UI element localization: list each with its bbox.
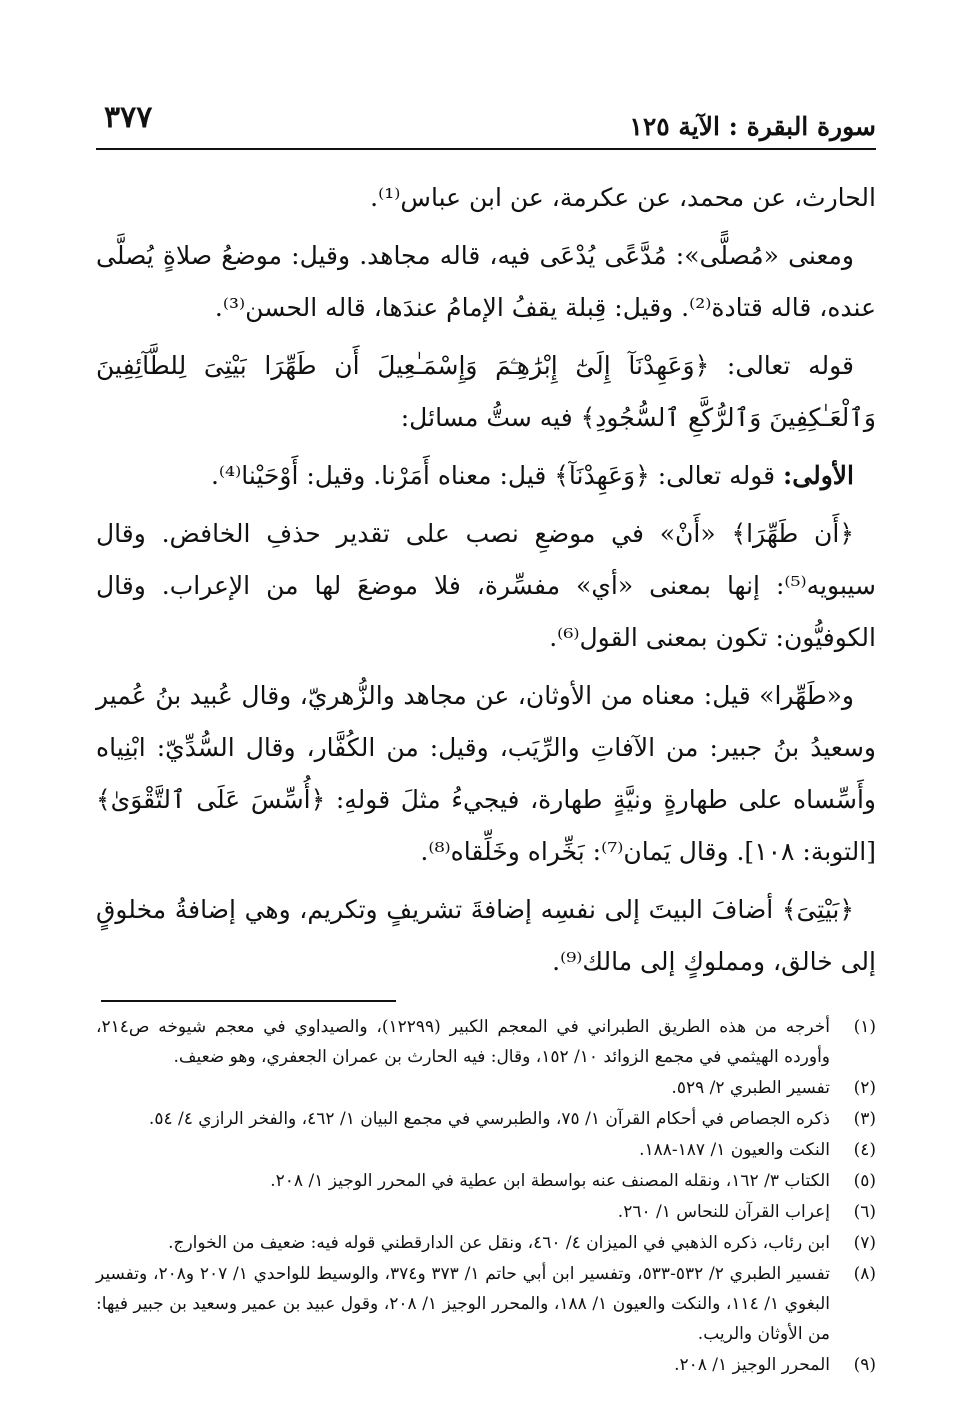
footnote-text: تفسير الطبري ٢/ ٥٢٩. [671, 1078, 830, 1098]
footnote [96, 1166, 876, 1196]
footnote-text: إعراب القرآن للنحاس ١/ ٢٦٠. [617, 1202, 830, 1222]
paragraph: و«طَهِّرا» قيل: معناه من الأوثان، عن مجاهد والزُّهريّ، وقال عُبيد بنُ عُمير وسعيدُ بنُ جبير: من الآفاتِ والرِّيَب، وقيل: من الكُفَّار، وقال السُّدِّيّ: ابْنِياه وأَسِّساه على طهارةٍ ونيَّةٍ طهارة، فيجيءُ مثلَ قولهِ: ﴿أُسِّسَ عَلَى ٱلتَّقْوَىٰ﴾ [التوبة: ١٠٨]. وقال يَمان⁽⁷⁾: بَخِّراه وخَلِّقاه⁽⁸⁾. [96, 681, 876, 866]
footnote-number: (٣) [853, 1109, 876, 1129]
main-text [96, 172, 876, 988]
footnote-text: المحرر الوجيز ١/ ٢٠٨. [674, 1355, 830, 1375]
footnote-text: أخرجه من هذه الطريق الطبراني في المعجم الكبير (١٢٢٩٩)، والصيداوي في معجم شيوخه ص٢١٤، وأورده الهيثمي في مجمع الزوائد ١٠/ ١٥٢، وقال: فيه الحارث بن عمران الجعفري، وهو ضعيف. [96, 1017, 830, 1067]
paragraph [96, 450, 876, 502]
paragraph: ومعنى «مُصلًّى»: مُدَّعًى يُدْعَى فيه، قاله مجاهد. وقيل: موضعُ صلاةٍ يُصلَّى عنده، قاله قتادة⁽²⁾. وقيل: قِبلة يقفُ الإمامُ عندَها، قاله الحسن⁽³⁾. [96, 241, 876, 322]
footnote [96, 1073, 876, 1103]
footnote [96, 1104, 876, 1134]
running-title: سورة البقرة : الآية ١٢٥ [629, 112, 876, 141]
paragraph: ﴿أَن طَهِّرَا﴾ «أَنْ» في موضعِ نصب على تقدير حذفِ الخافض. وقال سيبويه⁽⁵⁾: إنها بمعنى «أي» مفسِّرة، فلا موضعَ لها من الإعراب. وقال الكوفيُّون: تكون بمعنى القول⁽⁶⁾. [96, 519, 876, 652]
paragraph: ﴿بَيْتِىَ﴾ أضافَ البيتَ إلى نفسِه إضافةَ تشريفٍ وتكريم، وهي إضافةُ مخلوقٍ إلى خالق، ومملوكٍ إلى مالك⁽⁹⁾. [96, 895, 876, 976]
footnote-number: (٩) [853, 1355, 876, 1375]
footnote-text: الكتاب ٣/ ١٦٢، ونقله المصنف عنه بواسطة ابن عطية في المحرر الوجيز ١/ ٢٠٨. [270, 1171, 830, 1191]
footnote [96, 1012, 876, 1072]
page-number: ٣٧٧ [104, 100, 153, 135]
footnote-text: تفسير الطبري ٢/ ٥٣٢-٥٣٣، وتفسير ابن أبي حاتم ١/ ٣٧٣ و٣٧٤، والوسيط للواحدي ١/ ٢٠٧ و٢٠٨، وتفسير البغوي ١/ ١١٤، والنكت والعيون ١/ ١٨٨، والمحرر الوجيز ١/ ٢٠٨، وقول عبيد بن عمير وسعيد بن جبير فيها: من الأوثان والريب. [96, 1264, 831, 1344]
book-page [96, 92, 876, 1381]
section-lead: الأولى: [783, 461, 854, 490]
paragraph-text: قوله تعالى: ﴿وَعَهِدْنَآ﴾ قيل: معناه أَمَرْنا. وقيل: أَوْحَيْنا⁽⁴⁾. [210, 461, 776, 490]
footnote-number: (٧) [853, 1233, 876, 1253]
page-header [96, 92, 876, 150]
footnote-number: (١) [853, 1017, 876, 1037]
footnote-text: النكت والعيون ١/ ١٨٧-١٨٨. [639, 1140, 830, 1160]
footnote [96, 1135, 876, 1165]
paragraph: الحارث، عن محمد، عن عكرمة، عن ابن عباس⁽¹⁾. [370, 183, 876, 212]
footnote [96, 1259, 876, 1349]
footnote-text: ذكره الجصاص في أحكام القرآن ١/ ٧٥، والطبرسي في مجمع البيان ١/ ٤٦٢، والفخر الرازي ٤/ ٥٤. [148, 1109, 830, 1129]
footnote [96, 1350, 876, 1380]
footnote-number: (٦) [853, 1202, 876, 1222]
footnote-divider [101, 1000, 396, 1002]
footnote-number: (٤) [853, 1140, 876, 1160]
footnote-number: (٢) [853, 1078, 876, 1098]
footnote-divider-area [96, 994, 876, 1012]
footnote-number: (٥) [853, 1171, 876, 1191]
footnotes [96, 1012, 876, 1380]
footnote-text: ابن رئاب، ذكره الذهبي في الميزان ٤/ ٤٦٠، ونقل عن الدارقطني قوله فيه: ضعيف من الخوارج. [168, 1233, 830, 1253]
footnote [96, 1228, 876, 1258]
footnote [96, 1197, 876, 1227]
paragraph: قوله تعالى: ﴿وَعَهِدْنَآ إِلَىٰٓ إِبْرَٰهِـۧمَ وَإِسْمَـٰعِيلَ أَن طَهِّرَا بَيْتِىَ لِلطَّآئِفِينَ وَٱلْعَـٰكِفِينَ وَٱلرُّكَّعِ ٱلسُّجُودِ﴾ فيه ستُّ مسائل: [96, 351, 876, 432]
footnote-number: (٨) [853, 1264, 876, 1284]
